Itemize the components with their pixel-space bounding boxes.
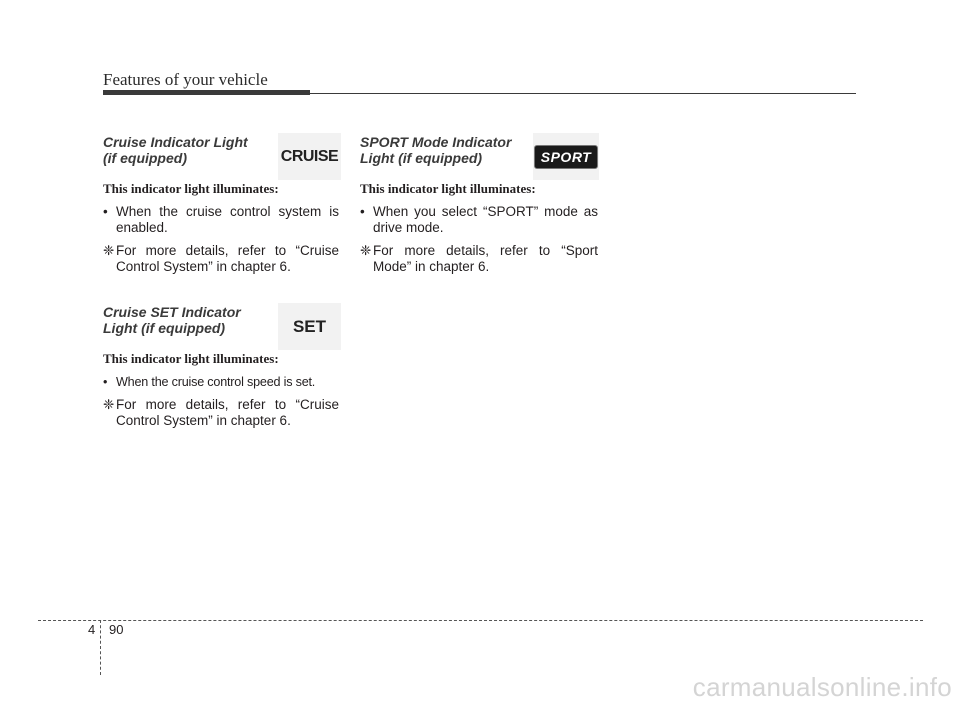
section-title-line1: Cruise SET Indicator <box>103 304 241 320</box>
note-mark: ❈ <box>103 243 115 258</box>
header-rule-thick <box>103 90 310 95</box>
bullet-mark: • <box>360 204 365 219</box>
bullet-item <box>360 204 598 236</box>
bullet-mark: • <box>103 375 108 389</box>
note-text: For more details, refer to “Cruise Control System” in chapter 6. <box>116 243 339 274</box>
section-title-line1: Cruise Indicator Light <box>103 134 248 150</box>
chapter-number: 4 <box>88 622 96 637</box>
cruise-icon-label: CRUISE <box>280 147 339 165</box>
section-title-line2: (if equipped) <box>103 150 187 166</box>
set-icon-label: SET <box>292 316 327 336</box>
bullet-text: When the cruise control system is enabled. <box>116 204 339 235</box>
header-rule-thin <box>310 93 856 94</box>
note-mark: ❈ <box>360 243 372 258</box>
bullet-text: When the cruise control speed is set. <box>116 375 316 389</box>
note-text: For more details, refer to “Cruise Control System” in chapter 6. <box>116 397 339 428</box>
footer-divider <box>100 620 101 675</box>
note-item <box>360 243 598 275</box>
bullet-item <box>103 374 339 390</box>
sport-icon-label: SPORT <box>534 145 598 169</box>
section-lead: This indicator light illuminates: <box>360 181 536 196</box>
cruise-indicator-icon <box>278 133 341 180</box>
page-number: 90 <box>109 622 124 637</box>
bullet-item <box>103 204 339 236</box>
bullet-text: When you select “SPORT” mode as drive mode. <box>373 204 598 235</box>
note-item <box>103 397 339 429</box>
footer-rule <box>38 620 923 621</box>
note-text: For more details, refer to “Sport Mode” in chapter 6. <box>373 243 598 274</box>
note-mark: ❈ <box>103 397 115 412</box>
bullet-mark: • <box>103 204 108 219</box>
section-lead: This indicator light illuminates: <box>103 181 279 196</box>
section-lead: This indicator light illuminates: <box>103 351 279 366</box>
note-item <box>103 243 339 275</box>
watermark: carmanualsonline.info <box>692 672 952 702</box>
section-title-line2: Light (if equipped) <box>360 150 483 166</box>
section-title-line1: SPORT Mode Indicator <box>360 134 512 150</box>
section-title-line2: Light (if equipped) <box>103 320 226 336</box>
sport-mode-indicator-icon <box>533 133 599 180</box>
header-title: Features of your vehicle <box>103 70 268 89</box>
cruise-set-indicator-icon <box>278 303 341 350</box>
